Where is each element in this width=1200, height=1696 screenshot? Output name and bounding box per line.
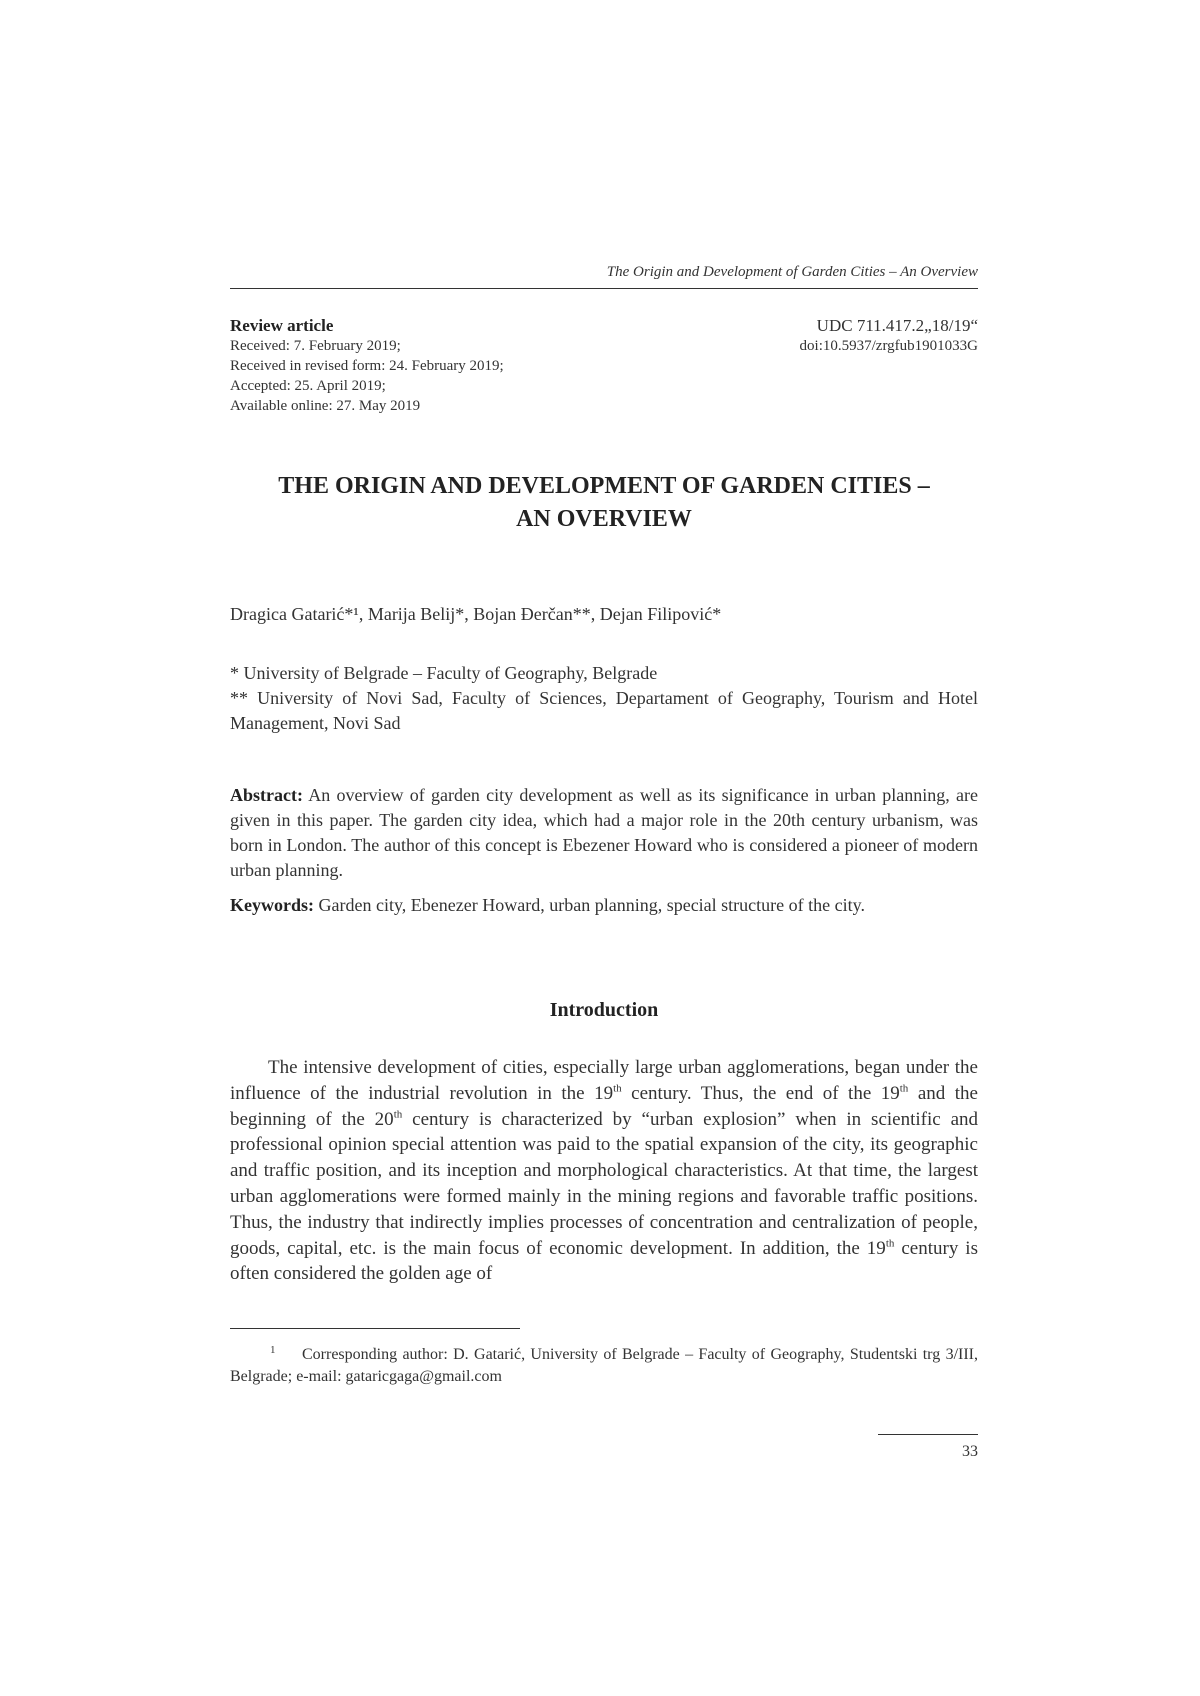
revised-date: Received in revised form: 24. February 2019;	[230, 358, 504, 374]
page-number: 33	[962, 1443, 978, 1460]
title-line-1: THE ORIGIN AND DEVELOPMENT OF GARDEN CITIES –	[278, 473, 930, 499]
affiliation-1: * University of Belgrade – Faculty of Geography, Belgrade	[230, 663, 658, 683]
keywords-text: Garden city, Ebenezer Howard, urban planning, special structure of the city.	[318, 895, 865, 915]
article-meta	[230, 316, 978, 416]
article-identifiers	[800, 316, 978, 356]
body-text-part: century is often considered the golden age of	[230, 1237, 978, 1285]
body-text-part: century. Thus, the end of the 19	[621, 1082, 900, 1104]
body-text-part: The intensive development of cities, especially large urban agglomerations, began under the influence of the industrial revolution in the 19	[230, 1057, 978, 1104]
author-list: Dragica Gatarić*¹, Marija Belij*, Bojan Đerčan**, Dejan Filipović*	[230, 604, 722, 624]
accepted-date: Accepted: 25. April 2019;	[230, 378, 386, 394]
header-rule	[230, 288, 978, 289]
keywords-label: Keywords:	[230, 895, 314, 915]
footnote-rule	[230, 1328, 520, 1329]
title-line-2: AN OVERVIEW	[516, 506, 692, 532]
section-heading-introduction: Introduction	[549, 999, 659, 1021]
abstract	[230, 783, 978, 883]
affiliation-2: ** University of Novi Sad, Faculty of Sciences, Departament of Geography, Tourism and Hotel Management, Novi Sad	[230, 688, 978, 733]
paper-title	[230, 470, 978, 536]
abstract-label: Abstract:	[230, 785, 303, 805]
body-text-part: century is characterized by “urban explosion” when in scientific and professional opinion special attention was paid to the spatial expansion of the city, its geographic and traffic position, and its inception and morphological characteristics. At that time, the largest urban agglomerations were formed mainly in the mining regions and favorable traffic positions. Thus, the industry that indirectly implies processes of concentration and centralization of people, goods, capital, etc. is the main focus of economic development. In addition, the 19	[230, 1108, 978, 1259]
article-dates	[230, 316, 504, 416]
superscript: th	[613, 1082, 622, 1095]
article-type: Review article	[230, 316, 334, 335]
footnote: 1 Corresponding author: D. Gatarić, University of Belgrade – Faculty of Geography, Studentski trg 3/III, Belgrade; e-mail: gataricgaga@gmail.com	[230, 1343, 978, 1385]
udc-code: UDC 711.417.2„18/19“	[816, 316, 978, 335]
keywords	[230, 893, 978, 918]
superscript: th	[899, 1082, 909, 1095]
received-date: Received: 7. February 2019;	[230, 338, 401, 354]
introduction-paragraph	[230, 1055, 978, 1287]
doi: doi:10.5937/zrgfub1901033G	[799, 338, 978, 354]
footnote-text: Corresponding author: D. Gatarić, University of Belgrade – Faculty of Geography, Studentski trg 3/III, Belgrade; e-mail: gataricgaga@gmail.com	[230, 1346, 978, 1385]
superscript: th	[885, 1237, 895, 1250]
running-head: The Origin and Development of Garden Cities – An Overview	[606, 264, 978, 280]
superscript: th	[393, 1108, 403, 1121]
body-text-part: and the beginning of the 20	[230, 1082, 978, 1130]
affiliations	[230, 661, 978, 736]
page-number-rule	[878, 1434, 978, 1435]
available-date: Available online: 27. May 2019	[230, 398, 421, 414]
abstract-text: An overview of garden city development as well as its significance in urban planning, are given in this paper. The garden city idea, which had a major role in the 20th century urbanism, was born in London. The author of this concept is Ebezener Howard who is considered a pioneer of modern urban planning.	[230, 785, 978, 880]
